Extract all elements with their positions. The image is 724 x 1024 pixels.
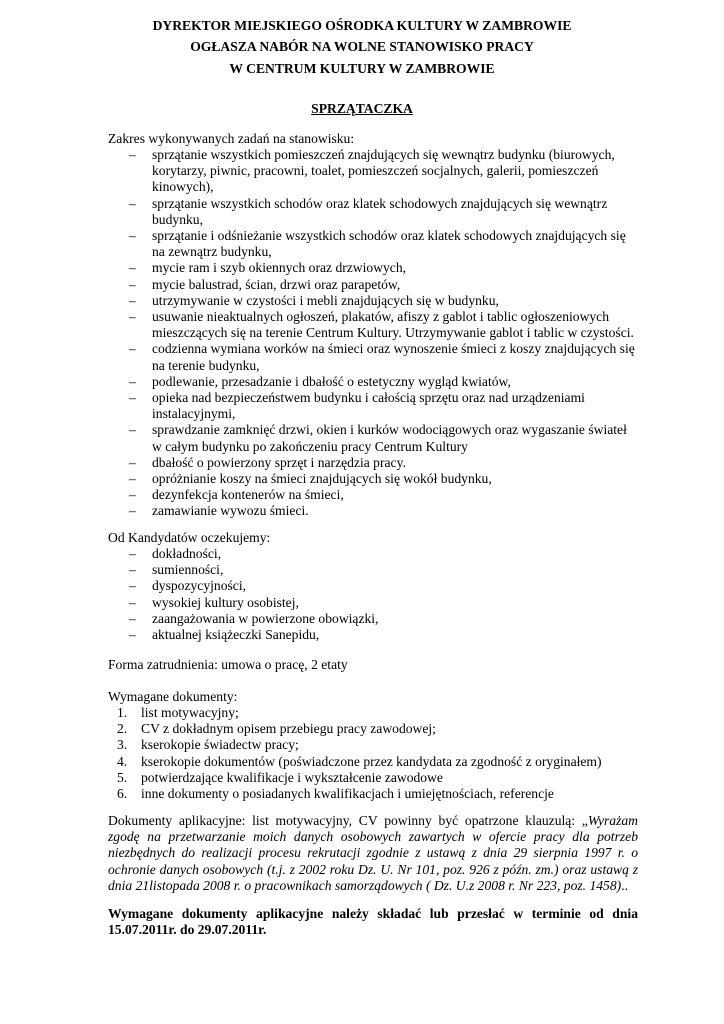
task-item: [108, 422, 638, 454]
dash-bullet: –: [129, 562, 136, 578]
expectation-item: [108, 627, 638, 643]
clause-intro: Dokumenty aplikacyjne: list motywacyjny, CV powinny być opatrzone klauzulą: „: [108, 813, 588, 828]
expectation-item-text: dokładności,: [152, 546, 222, 561]
document-item-text: kserokopie dokumentów (poświadczone przez kandydata za zgodność z oryginałem): [141, 753, 602, 769]
dash-bullet: –: [129, 422, 136, 438]
header-line-3: W CENTRUM KULTURY W ZAMBROWIE: [229, 61, 495, 76]
document-item: [108, 737, 638, 753]
task-item: [108, 471, 638, 487]
header-line-1: DYREKTOR MIEJSKIEGO OŚRODKA KULTURY W ZAMBROWIE: [152, 18, 572, 33]
document-item-text: list motywacyjny;: [141, 705, 239, 720]
task-item-text: opieka nad bezpieczeństwem budynku i całością sprzętu oraz nad urządzeniami instalacyjnymi,: [152, 390, 585, 422]
dash-bullet: –: [129, 454, 136, 470]
dash-bullet: –: [129, 147, 136, 162]
document-item-text: kserokopie świadectw pracy;: [141, 737, 299, 753]
task-item-text: mycie ram i szyb okiennych oraz drzwiowych,: [152, 260, 407, 276]
expectations-list: [108, 546, 638, 643]
expectation-item-text: dyspozycyjności,: [152, 578, 247, 594]
task-item-text: codzienna wymiana worków na śmieci oraz wynoszenie śmieci z koszy znajdujących się na terenie budynku,: [152, 341, 635, 373]
dash-bullet: –: [129, 546, 136, 561]
task-item: [108, 228, 638, 260]
dash-bullet: –: [129, 341, 136, 357]
expectation-item-text: aktualnej książeczki Sanepidu,: [152, 627, 320, 643]
expectation-item: [108, 595, 638, 611]
dash-bullet: –: [129, 195, 136, 211]
document-item-number: 2.: [117, 721, 128, 737]
task-item: [108, 455, 638, 471]
expectation-item: [108, 578, 638, 594]
document-item-text: CV z dokładnym opisem przebiegu pracy zawodowej;: [141, 721, 436, 737]
document-item-number: 5.: [117, 769, 128, 785]
document-item: [108, 705, 638, 721]
document-item-text: inne dokumenty o posiadanych kwalifikacjach i umiejętnościach, referencje: [141, 786, 554, 802]
document-item: [108, 786, 638, 802]
document-item-number: 3.: [117, 737, 128, 753]
task-item-text: sprzątanie wszystkich pomieszczeń znajdujących się wewnątrz budynku (biurowych, korytarzy, piwnic, pracowni, toalet, pomieszczeń socjalnych, galerii, pomieszczeń kinowych),: [152, 147, 615, 195]
dash-bullet: –: [129, 390, 136, 406]
deadline-notice: Wymagane dokumenty aplikacyjne należy składać lub przesłać w terminie od dnia 15.07.2011r. do 29.07.2011r.: [108, 906, 638, 938]
task-item: [108, 487, 638, 503]
task-item-text: usuwanie nieaktualnych ogłoszeń, plakatów, afiszy z gablot i tablic ogłoszeniowych mieszczących się na terenie Centrum Kultury. Utrzymywanie gablot i tablic w czystości.: [152, 309, 634, 341]
expectation-item-text: wysokiej kultury osobistej,: [152, 594, 299, 610]
task-item-text: sprzątanie wszystkich schodów oraz klatek schodowych znajdujących się wewnątrz budynku,: [152, 195, 608, 227]
dash-bullet: –: [129, 373, 136, 389]
dash-bullet: –: [129, 471, 136, 487]
dash-bullet: –: [129, 260, 136, 276]
expectations-heading: Od Kandydatów oczekujemy:: [108, 530, 271, 545]
task-item-text: podlewanie, przesadzanie i dbałość o estetyczny wygląd kwiatów,: [152, 373, 511, 389]
dash-bullet: –: [129, 578, 136, 594]
position-title: SPRZĄTACZKA: [311, 101, 413, 116]
dash-bullet: –: [129, 627, 136, 643]
document-item: [108, 721, 638, 737]
header-line-2: OGŁASZA NABÓR NA WOLNE STANOWISKO PRACY: [190, 39, 534, 54]
expectation-item: [108, 562, 638, 578]
documents-list: [108, 705, 638, 802]
document-item-number: 4.: [117, 753, 128, 769]
clause-end: ..: [621, 877, 628, 893]
task-item-text: dbałość o powierzony sprzęt i narzędzia pracy.: [152, 454, 406, 470]
document-item: [108, 754, 638, 770]
expectation-item-text: sumienności,: [152, 562, 224, 578]
task-item-text: opróżnianie koszy na śmieci znajdujących się wokół budynku,: [152, 471, 492, 487]
task-item-text: zamawianie wywozu śmieci.: [152, 503, 309, 519]
task-item: [108, 374, 638, 390]
task-item-text: utrzymywanie w czystości i mebli znajdujących się w budynku,: [152, 292, 499, 308]
task-item-text: sprawdzanie zamknięć drzwi, okien i kurków wodociągowych oraz wygaszanie świateł w całym budynku po zakończeniu pracy Centrum Kultury: [152, 422, 627, 454]
dash-bullet: –: [129, 503, 136, 519]
dash-bullet: –: [129, 309, 136, 325]
employment-form: Forma zatrudnienia: umowa o pracę, 2 etaty: [108, 657, 348, 672]
task-item: [108, 390, 638, 422]
dash-bullet: –: [129, 610, 136, 626]
clause-paragraph: [108, 813, 638, 894]
task-item: [108, 293, 638, 309]
document-item-number: 1.: [117, 705, 128, 720]
dash-bullet: –: [129, 228, 136, 244]
clause-italic: Wyrażam zgodę na przetwarzanie moich danych osobowych zawartych w ofercie pracy dla potrzeb niezbędnych do realizacji procesu rekrutacji zgodnie z ustawą z dnia 29 sierpnia 1997 r. o ochronie danych osobowych (t.j. z 2002 roku Dz. U. Nr 101, poz. 926 z późn. zm.) oraz ustawą z dnia 21listopada 2008 r. o pracownikach samorządowych ( Dz. U.z 2008 r. Nr 223, poz. 1458): [108, 813, 638, 893]
document-item: [108, 770, 638, 786]
tasks-list: [108, 147, 638, 520]
task-item: [108, 503, 638, 519]
task-item: [108, 341, 638, 373]
documents-heading: Wymagane dokumenty:: [108, 689, 238, 704]
document-item-text: potwierdzające kwalifikacje i wykształcenie zawodowe: [141, 769, 443, 785]
task-item: [108, 196, 638, 228]
dash-bullet: –: [129, 594, 136, 610]
tasks-heading: Zakres wykonywanych zadań na stanowisku:: [108, 131, 355, 146]
task-item-text: sprzątanie i odśnieżanie wszystkich schodów oraz klatek schodowych znajdujących się na zewnątrz budynku,: [152, 228, 626, 260]
dash-bullet: –: [129, 487, 136, 503]
dash-bullet: –: [129, 276, 136, 292]
task-item: [108, 309, 638, 341]
expectation-item: [108, 611, 638, 627]
dash-bullet: –: [129, 292, 136, 308]
task-item-text: mycie balustrad, ścian, drzwi oraz parapetów,: [152, 276, 401, 292]
task-item: [108, 277, 638, 293]
document-item-number: 6.: [117, 786, 128, 802]
expectation-item-text: zaangażowania w powierzone obowiązki,: [152, 610, 379, 626]
task-item-text: dezynfekcja kontenerów na śmieci,: [152, 487, 344, 503]
task-item: [108, 260, 638, 276]
task-item: [108, 147, 638, 196]
expectation-item: [108, 546, 638, 562]
